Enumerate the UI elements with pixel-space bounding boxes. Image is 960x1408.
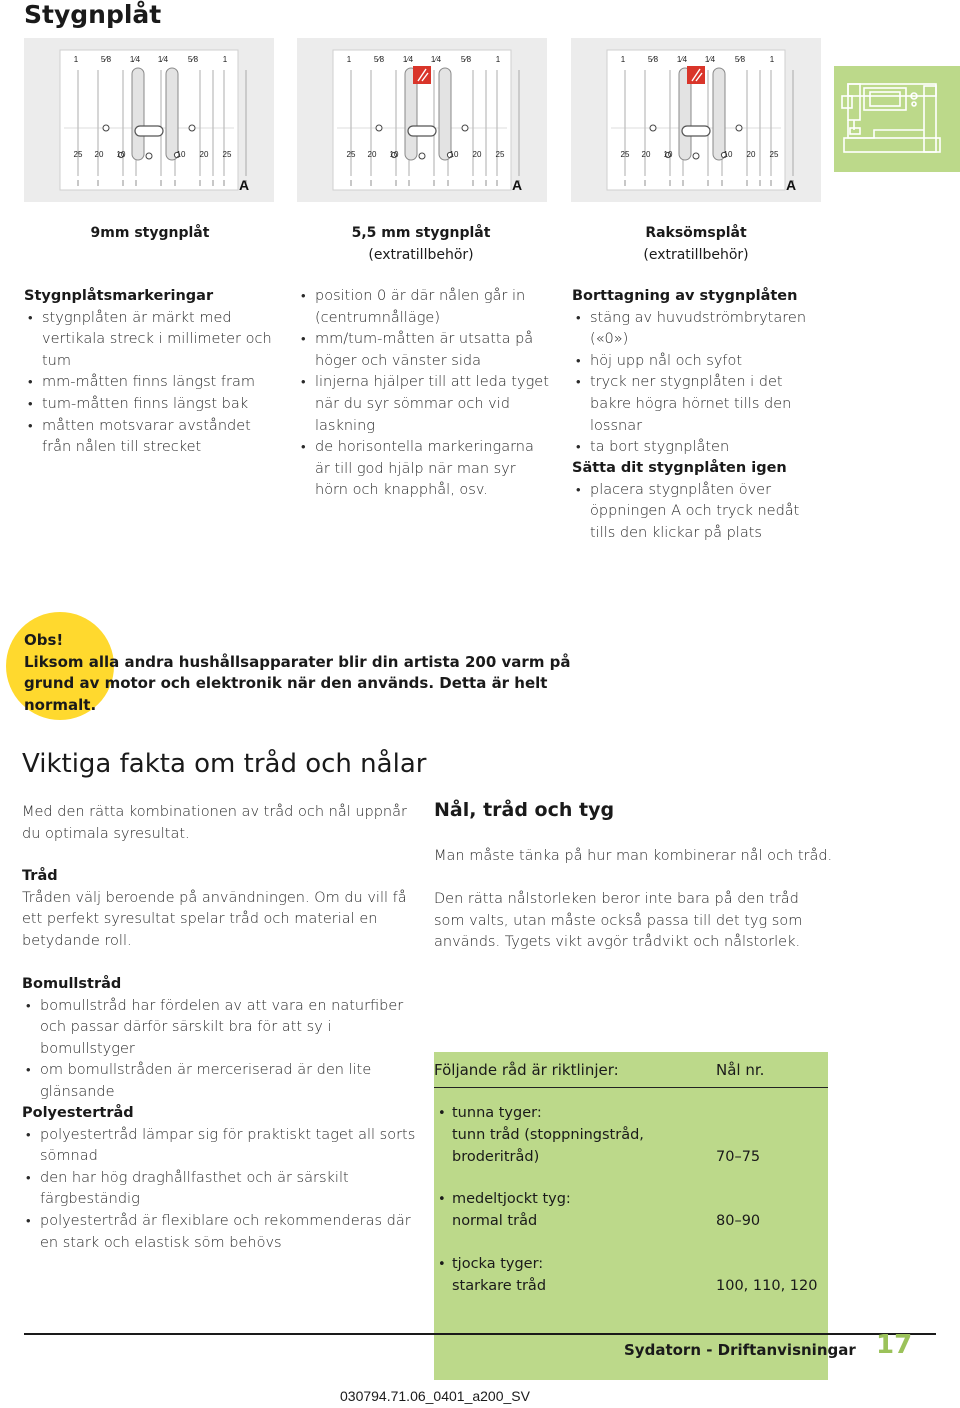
bottom-tick-label: 25	[222, 150, 232, 159]
top-tick-label: 1⁄4	[676, 55, 688, 64]
top-tick-label: 1⁄4	[704, 55, 716, 64]
top-tick-label: 5⁄8	[460, 55, 472, 64]
thread-heading: Tråd	[22, 868, 58, 884]
plate-straight-diagram	[571, 38, 821, 202]
footer-rule	[24, 1333, 936, 1335]
thread-label: tunn tråd (stoppningstråd,	[452, 1127, 644, 1143]
feed-dog-slot	[713, 68, 725, 160]
needle-para1-section	[434, 846, 834, 868]
col3-title: Raksömsplåt	[645, 225, 747, 241]
bottom-tick-label: 20	[199, 150, 209, 159]
bullet: •	[438, 1192, 446, 1207]
list-item: • polyestertråd är flexiblare och rekommenderas där en stark och elastisk söm behövs	[22, 1211, 418, 1254]
markings-section	[24, 286, 276, 459]
bottom-tick-label: 20	[94, 150, 104, 159]
plate-dot	[736, 125, 742, 131]
opening-marker-label: A	[238, 177, 250, 193]
removal-section	[572, 286, 828, 459]
needle-hole	[135, 126, 163, 136]
polyester-section	[22, 1103, 418, 1254]
list-item: • tum-måtten finns längst bak	[24, 394, 276, 416]
guideline-header	[434, 1052, 828, 1088]
bottom-tick-label: 25	[495, 150, 505, 159]
col3-subtitle: (extratillbehör)	[643, 247, 749, 263]
top-tick-label: 1	[222, 55, 228, 64]
feed-dog-slot	[439, 68, 451, 160]
document-code: 030794.71.06_0401_a200_SV	[340, 1388, 530, 1404]
plate-group	[333, 50, 522, 193]
list-item: • placera stygnplåten över öppningen A och tryck nedåt tills den klickar på plats	[572, 480, 828, 545]
bullet: •	[438, 1257, 446, 1272]
feed-dog-slot	[166, 68, 178, 160]
plate-dot	[693, 153, 699, 159]
markings-heading: Stygnplåtsmarkeringar	[24, 288, 214, 304]
bottom-tick-label: 20	[472, 150, 482, 159]
footer-label: Sydatorn - Driftanvisningar	[624, 1341, 856, 1359]
list-item: • mm/tum-måtten är utsatta på höger och vänster sida	[297, 329, 549, 372]
cotton-heading: Bomullstråd	[22, 976, 122, 992]
plate-dot	[103, 125, 109, 131]
top-tick-label: 5⁄8	[734, 55, 746, 64]
bottom-tick-label: 10	[663, 150, 673, 159]
plate-9mm	[24, 38, 274, 202]
thread-label: starkare tråd	[452, 1278, 547, 1294]
list-item: • om bomullstråden är merceriserad är den lite glänsande	[22, 1060, 418, 1103]
markings-list	[24, 308, 276, 459]
plate-group	[607, 50, 796, 193]
needle-para2: Den rätta nålstorleken beror inte bara på den tråd som valts, utan måste också passa till det tyg som används. Tygets vikt avgör trådvikt och nålstorlek.	[434, 891, 803, 951]
top-tick-label: 1⁄4	[157, 55, 169, 64]
plate-surface	[60, 50, 238, 190]
facts-intro-section	[22, 802, 418, 845]
plate-dot	[650, 125, 656, 131]
plate-dot	[419, 153, 425, 159]
list-item: • stäng av huvudströmbrytaren («0»)	[572, 308, 828, 351]
plate-dot	[462, 125, 468, 131]
note-label: Obs!	[24, 631, 64, 649]
top-tick-label: 1⁄4	[402, 55, 414, 64]
attach-heading: Sätta dit stygnplåten igen	[572, 460, 787, 476]
needle-hole	[408, 126, 436, 136]
plate-dot	[376, 125, 382, 131]
top-tick-label: 1	[495, 55, 501, 64]
plate-group	[60, 50, 249, 193]
plate-55mm	[297, 38, 547, 202]
top-tick-label: 5⁄8	[373, 55, 385, 64]
opening-marker-label: A	[785, 177, 797, 193]
polyester-list	[22, 1125, 418, 1255]
attach-list	[572, 480, 828, 545]
col2-subtitle: (extratillbehör)	[368, 247, 474, 263]
bottom-tick-label: 25	[620, 150, 630, 159]
plate-dot	[146, 153, 152, 159]
bottom-tick-label: 20	[641, 150, 651, 159]
top-tick-label: 1	[73, 55, 79, 64]
note-text: Liksom alla andra hushållsapparater blir din artista 200 varm på grund av motor och elektronik när den används. Detta är helt normalt.	[24, 652, 571, 714]
list-item: • stygnplåten är märkt med vertikala streck i millimeter och tum	[24, 308, 276, 373]
sewing-machine-icon	[834, 66, 960, 172]
top-tick-label: 5⁄8	[187, 55, 199, 64]
plate-55mm-diagram	[297, 38, 547, 202]
col2-title: 5,5 mm stygnplåt	[351, 225, 491, 241]
bottom-tick-label: 25	[73, 150, 83, 159]
top-tick-label: 1	[346, 55, 352, 64]
needle-size: 100, 110, 120	[716, 1278, 818, 1294]
needle-size: 80–90	[716, 1213, 761, 1229]
cotton-list	[22, 996, 418, 1104]
positions-section	[297, 286, 549, 502]
bottom-tick-label: 10	[389, 150, 399, 159]
attach-section	[572, 458, 828, 544]
needle-para2-section	[434, 889, 828, 954]
needle-hole	[682, 126, 710, 136]
page-title: Stygnplåt	[24, 0, 162, 29]
list-item: • måtten motsvarar avståndet från nålen till strecket	[24, 416, 276, 459]
needle-para1: Man måste tänka på hur man kombinerar nål och tråd.	[434, 848, 833, 864]
page-number: 17	[876, 1330, 913, 1360]
plate-9mm-diagram	[24, 38, 274, 202]
list-item: • tryck ner stygnplåten i det bakre högra hörnet tills den lossnar	[572, 372, 828, 437]
guideline-col2-header: Nål nr.	[716, 1061, 765, 1079]
thread-label: normal tråd	[452, 1213, 538, 1229]
removal-heading: Borttagning av stygnplåten	[572, 288, 798, 304]
positions-list	[297, 286, 549, 502]
bottom-tick-label: 25	[769, 150, 779, 159]
bottom-tick-label: 20	[367, 150, 377, 159]
opening-marker-label: A	[511, 177, 523, 193]
bottom-tick-label: 25	[346, 150, 356, 159]
bottom-tick-label: 10	[449, 150, 459, 159]
bottom-tick-label: 10	[723, 150, 733, 159]
list-item: • de horisontella markeringarna är till god hjälp när man syr hörn och knapphål, osv.	[297, 437, 549, 502]
list-item: • mm-måtten finns längst fram	[24, 372, 276, 394]
list-item: • bomullstråd har fördelen av att vara en naturfiber och passar därför särskilt bra för att sy i bomullstyger	[22, 996, 418, 1061]
feed-dog-slot	[132, 68, 144, 160]
list-item: • position 0 är där nålen går in (centrumnålläge)	[297, 286, 549, 329]
polyester-heading: Polyestertråd	[22, 1105, 134, 1121]
top-tick-label: 1⁄4	[129, 55, 141, 64]
needle-size: 70–75	[716, 1149, 761, 1165]
thread-section	[22, 866, 418, 952]
thread-label-cont: broderitråd)	[452, 1149, 540, 1165]
needle-title: Nål, tråd och tyg	[434, 799, 615, 821]
top-tick-label: 5⁄8	[100, 55, 112, 64]
top-tick-label: 1⁄4	[430, 55, 442, 64]
plate-straight	[571, 38, 821, 202]
list-item: • höj upp nål och syfot	[572, 351, 828, 373]
fabric-label: medeltjockt tyg:	[452, 1191, 571, 1207]
facts-intro: Med den rätta kombinationen av tråd och nål uppnår du optimala syresultat.	[22, 804, 407, 842]
list-item: • linjerna hjälper till att leda tyget när du syr sömmar och vid laskning	[297, 372, 549, 437]
guideline-col1-header: Följande råd är riktlinjer:	[434, 1061, 619, 1079]
list-item: • den har hög draghållfasthet och är särskilt färgbeständig	[22, 1168, 418, 1211]
top-tick-label: 1	[769, 55, 775, 64]
note	[24, 630, 604, 716]
top-tick-label: 5⁄8	[647, 55, 659, 64]
bottom-tick-label: 10	[176, 150, 186, 159]
top-tick-label: 1	[620, 55, 626, 64]
guideline-table	[434, 1052, 828, 1380]
facts-title: Viktiga fakta om tråd och nålar	[22, 749, 427, 779]
bottom-tick-label: 10	[116, 150, 126, 159]
list-item: • ta bort stygnplåten	[572, 437, 828, 459]
bottom-tick-label: 20	[746, 150, 756, 159]
cotton-section	[22, 974, 418, 1104]
fabric-label: tunna tyger:	[452, 1105, 542, 1121]
removal-list	[572, 308, 828, 459]
sewing-machine-icon-box	[834, 66, 960, 172]
fabric-label: tjocka tyger:	[452, 1256, 544, 1272]
thread-text: Tråden välj beroende på användningen. Om du vill få ett perfekt syresultat spelar tråd och material en betydande roll.	[22, 889, 407, 949]
plate-dot	[189, 125, 195, 131]
list-item: • polyestertråd lämpar sig för praktiskt taget all sorts sömnad	[22, 1125, 418, 1168]
col1-title: 9mm stygnplåt	[90, 225, 210, 241]
bullet: •	[438, 1106, 446, 1121]
